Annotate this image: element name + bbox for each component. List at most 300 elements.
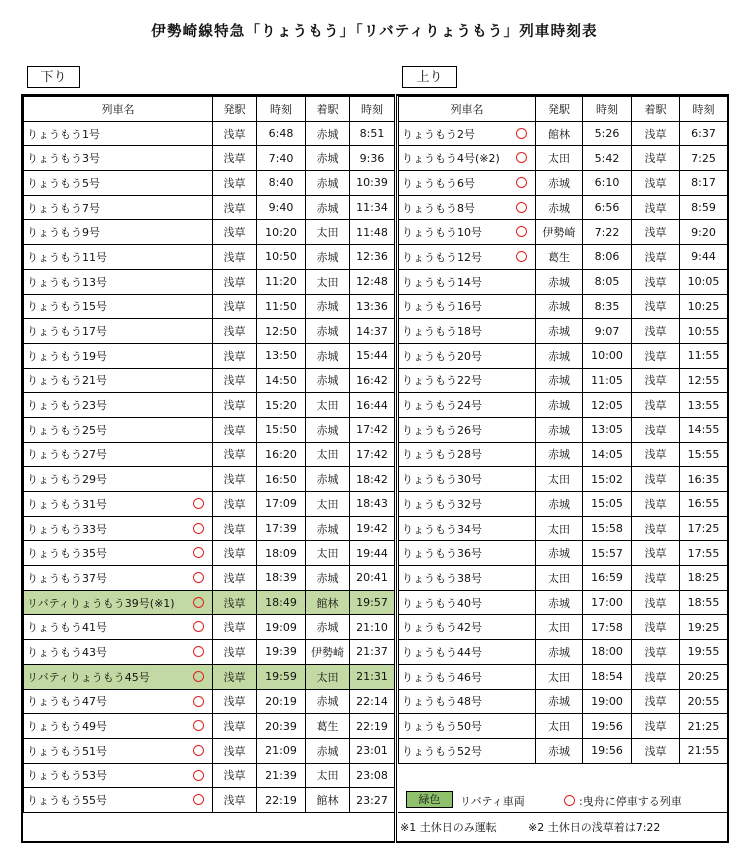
table-row <box>24 492 395 517</box>
table-row <box>399 195 728 220</box>
train-name-text: りょうもう14号 <box>402 275 482 289</box>
train-name <box>399 714 536 739</box>
departure-time: 8:06 <box>583 245 632 270</box>
arrival-time: 20:41 <box>350 566 395 591</box>
table-row <box>24 171 395 196</box>
table-row <box>399 689 728 714</box>
arrival-time: 15:44 <box>350 343 395 368</box>
train-name-text: りょうもう29号 <box>27 473 107 487</box>
arrival-station: 浅草 <box>632 714 680 739</box>
train-name <box>399 738 536 763</box>
train-name-text: りょうもう53号 <box>27 769 107 783</box>
arrival-station: 赤城 <box>306 467 350 492</box>
table-row <box>399 714 728 739</box>
arrival-time: 9:44 <box>680 245 728 270</box>
arrival-time: 17:55 <box>680 541 728 566</box>
departure-station: 浅草 <box>213 467 257 492</box>
table-row <box>399 368 728 393</box>
train-name <box>399 417 536 442</box>
train-name-text: りょうもう10号 <box>402 226 482 240</box>
train-name <box>24 738 213 763</box>
arrival-station: 赤城 <box>306 417 350 442</box>
departure-time: 8:35 <box>583 294 632 319</box>
departure-time: 10:50 <box>257 245 306 270</box>
train-name-text: りょうもう26号 <box>402 423 482 437</box>
departure-time: 22:19 <box>257 788 306 813</box>
train-name-text: りょうもう17号 <box>27 325 107 339</box>
arrival-station: 赤城 <box>306 195 350 220</box>
departure-station: 浅草 <box>213 788 257 813</box>
train-name-text: りょうもう7号 <box>27 201 100 215</box>
note-2: ※2 土休日の浅草着は7:22 <box>528 821 661 834</box>
train-name <box>399 541 536 566</box>
train-name <box>399 566 536 591</box>
col-departure-station: 発駅 <box>536 97 583 122</box>
arrival-time: 23:27 <box>350 788 395 813</box>
departure-time: 17:58 <box>583 615 632 640</box>
arrival-station: 浅草 <box>632 343 680 368</box>
departure-time: 19:00 <box>583 689 632 714</box>
arrival-time: 10:25 <box>680 294 728 319</box>
train-name-text: りょうもう15号 <box>27 300 107 314</box>
table-row <box>399 121 728 146</box>
table-row <box>24 368 395 393</box>
arrival-station: 浅草 <box>632 590 680 615</box>
table-row <box>399 541 728 566</box>
train-name <box>399 294 536 319</box>
arrival-time: 13:55 <box>680 393 728 418</box>
departure-time: 12:50 <box>257 319 306 344</box>
arrival-station: 太田 <box>306 269 350 294</box>
train-name-text: りょうもう34号 <box>402 522 482 536</box>
train-name-text: りょうもう13号 <box>27 275 107 289</box>
arrival-station: 館林 <box>306 788 350 813</box>
arrival-station: 赤城 <box>306 245 350 270</box>
train-name-text: りょうもう2号 <box>402 127 475 141</box>
arrival-station: 太田 <box>306 393 350 418</box>
table-row <box>24 516 395 541</box>
arrival-station: 浅草 <box>632 689 680 714</box>
departure-time: 6:48 <box>257 121 306 146</box>
departure-time: 15:57 <box>583 541 632 566</box>
arrival-time: 18:55 <box>680 590 728 615</box>
arrival-time: 19:57 <box>350 590 395 615</box>
train-name-text: りょうもう6号 <box>402 176 475 190</box>
departure-station: 赤城 <box>536 269 583 294</box>
arrival-time: 23:01 <box>350 738 395 763</box>
departure-time: 17:00 <box>583 590 632 615</box>
train-name <box>399 146 536 171</box>
arrival-time: 9:36 <box>350 146 395 171</box>
table-row <box>399 516 728 541</box>
table-row <box>24 541 395 566</box>
col-arrival-time: 時刻 <box>350 97 395 122</box>
train-name-text: りょうもう23号 <box>27 399 107 413</box>
departure-station: 浅草 <box>213 368 257 393</box>
departure-station: 赤城 <box>536 393 583 418</box>
departure-station: 太田 <box>536 664 583 689</box>
train-name <box>24 615 213 640</box>
train-name <box>399 442 536 467</box>
departure-station: 赤城 <box>536 689 583 714</box>
departure-time: 13:50 <box>257 343 306 368</box>
departure-time: 17:09 <box>257 492 306 517</box>
departure-station: 太田 <box>536 146 583 171</box>
arrival-time: 19:55 <box>680 640 728 665</box>
col-arrival-station: 着駅 <box>306 97 350 122</box>
departure-time: 15:58 <box>583 516 632 541</box>
departure-time: 21:39 <box>257 763 306 788</box>
arrival-time: 21:31 <box>350 664 395 689</box>
train-name-text: りょうもう42号 <box>402 621 482 635</box>
hikifune-stop-circle-icon <box>516 177 527 188</box>
table-row <box>399 738 728 763</box>
arrival-station: 太田 <box>306 763 350 788</box>
table-row <box>24 269 395 294</box>
train-name-text: りょうもう4号(※2) <box>402 152 500 166</box>
table-row <box>24 689 395 714</box>
departure-station: 浅草 <box>213 566 257 591</box>
departure-time: 11:50 <box>257 294 306 319</box>
arrival-time: 11:34 <box>350 195 395 220</box>
train-name-text: りょうもう19号 <box>27 349 107 363</box>
note-1: ※1 土休日のみ運転 <box>400 821 497 834</box>
train-name-text: りょうもう9号 <box>27 226 100 240</box>
table-row <box>24 664 395 689</box>
departure-time: 8:05 <box>583 269 632 294</box>
arrival-time: 15:55 <box>680 442 728 467</box>
arrival-time: 12:36 <box>350 245 395 270</box>
train-name-text: りょうもう52号 <box>402 744 482 758</box>
table-row <box>24 294 395 319</box>
train-name <box>399 590 536 615</box>
train-name-text: りょうもう5号 <box>27 176 100 190</box>
liberty-legend-text: リバティ車両 <box>460 795 525 808</box>
train-name <box>24 294 213 319</box>
arrival-station: 浅草 <box>632 467 680 492</box>
table-row <box>24 393 395 418</box>
table-row <box>399 566 728 591</box>
arrival-station: 浅草 <box>632 664 680 689</box>
train-name <box>24 171 213 196</box>
departure-station: 浅草 <box>213 541 257 566</box>
departure-time: 18:09 <box>257 541 306 566</box>
table-row <box>399 615 728 640</box>
departure-time: 6:56 <box>583 195 632 220</box>
arrival-station: 太田 <box>306 442 350 467</box>
train-name <box>399 171 536 196</box>
train-name <box>24 664 213 689</box>
liberty-color-swatch: 緑色 <box>406 791 453 808</box>
arrival-time: 16:42 <box>350 368 395 393</box>
train-name-text: りょうもう22号 <box>402 374 482 388</box>
arrival-station: 浅草 <box>632 368 680 393</box>
train-name-text: りょうもう33号 <box>27 522 107 536</box>
departure-station: 浅草 <box>213 689 257 714</box>
arrival-station: 浅草 <box>632 738 680 763</box>
arrival-station: 赤城 <box>306 146 350 171</box>
departure-time: 15:02 <box>583 467 632 492</box>
departure-station: 浅草 <box>213 615 257 640</box>
table-row <box>24 738 395 763</box>
train-name <box>24 269 213 294</box>
train-name <box>399 516 536 541</box>
arrival-station: 葛生 <box>306 714 350 739</box>
table-row <box>24 566 395 591</box>
hikifune-stop-circle-icon <box>193 770 204 781</box>
hikifune-stop-circle-icon <box>516 128 527 139</box>
train-name <box>24 590 213 615</box>
departure-station: 浅草 <box>213 763 257 788</box>
arrival-time: 10:39 <box>350 171 395 196</box>
arrival-time: 10:05 <box>680 269 728 294</box>
table-row <box>399 492 728 517</box>
arrival-station: 浅草 <box>632 492 680 517</box>
departure-station: 館林 <box>536 121 583 146</box>
arrival-station: 浅草 <box>632 294 680 319</box>
notes-row <box>398 813 727 838</box>
arrival-station: 赤城 <box>306 738 350 763</box>
table-row <box>399 417 728 442</box>
arrival-time: 18:25 <box>680 566 728 591</box>
departure-station: 浅草 <box>213 245 257 270</box>
departure-time: 16:50 <box>257 467 306 492</box>
hikifune-stop-circle-icon <box>193 720 204 731</box>
train-name <box>24 492 213 517</box>
train-name-text: りょうもう11号 <box>27 250 107 264</box>
train-name <box>24 788 213 813</box>
departure-station: 赤城 <box>536 343 583 368</box>
departure-station: 浅草 <box>213 269 257 294</box>
arrival-station: 赤城 <box>306 343 350 368</box>
departure-time: 19:59 <box>257 664 306 689</box>
hikifune-stop-circle-icon <box>193 597 204 608</box>
departure-time: 21:09 <box>257 738 306 763</box>
departure-station: 浅草 <box>213 294 257 319</box>
train-name <box>399 640 536 665</box>
departure-time: 5:42 <box>583 146 632 171</box>
arrival-time: 19:42 <box>350 516 395 541</box>
departure-time: 20:39 <box>257 714 306 739</box>
hikifune-stop-circle-icon <box>516 251 527 262</box>
hikifune-stop-circle-icon <box>193 547 204 558</box>
arrival-time: 18:42 <box>350 467 395 492</box>
departure-time: 18:00 <box>583 640 632 665</box>
train-name <box>24 368 213 393</box>
arrival-time: 19:44 <box>350 541 395 566</box>
table-row <box>24 121 395 146</box>
table-row <box>24 220 395 245</box>
departure-station: 浅草 <box>213 714 257 739</box>
train-name-text: りょうもう1号 <box>27 127 100 141</box>
arrival-station: 赤城 <box>306 171 350 196</box>
table-row <box>24 714 395 739</box>
departure-station: 赤城 <box>536 492 583 517</box>
train-name-text: りょうもう18号 <box>402 325 482 339</box>
arrival-station: 浅草 <box>632 640 680 665</box>
departure-station: 赤城 <box>536 590 583 615</box>
departure-time: 18:49 <box>257 590 306 615</box>
arrival-station: 赤城 <box>306 516 350 541</box>
train-name-text: りょうもう49号 <box>27 720 107 734</box>
train-name-text: りょうもう51号 <box>27 744 107 758</box>
hikifune-stop-circle-icon <box>193 523 204 534</box>
train-name-text: リバティりょうもう45号 <box>27 670 150 684</box>
train-name-text: りょうもう40号 <box>402 596 482 610</box>
train-name <box>24 220 213 245</box>
arrival-station: 赤城 <box>306 689 350 714</box>
train-name <box>24 146 213 171</box>
train-name-text: りょうもう8号 <box>402 201 475 215</box>
departure-time: 10:00 <box>583 343 632 368</box>
train-name-text: りょうもう16号 <box>402 300 482 314</box>
arrival-station: 浅草 <box>632 195 680 220</box>
table-row <box>24 590 395 615</box>
departure-time: 12:05 <box>583 393 632 418</box>
col-departure-time: 時刻 <box>583 97 632 122</box>
departure-station: 浅草 <box>213 319 257 344</box>
arrival-station: 赤城 <box>306 319 350 344</box>
departure-time: 7:40 <box>257 146 306 171</box>
train-name-text: りょうもう21号 <box>27 374 107 388</box>
page-title: 伊勢崎線特急「りょうもう」「リバティりょうもう」列車時刻表 <box>151 24 598 40</box>
table-row <box>24 245 395 270</box>
train-name-text: りょうもう46号 <box>402 670 482 684</box>
table-row <box>399 640 728 665</box>
arrival-time: 23:08 <box>350 763 395 788</box>
departure-station: 浅草 <box>213 442 257 467</box>
train-name-text: りょうもう20号 <box>402 349 482 363</box>
train-name <box>24 516 213 541</box>
departure-time: 19:09 <box>257 615 306 640</box>
departure-station: 浅草 <box>213 640 257 665</box>
col-departure-time: 時刻 <box>257 97 306 122</box>
arrival-time: 8:51 <box>350 121 395 146</box>
departure-station: 浅草 <box>213 220 257 245</box>
train-name <box>399 393 536 418</box>
arrival-time: 16:44 <box>350 393 395 418</box>
arrival-time: 6:37 <box>680 121 728 146</box>
col-arrival-station: 着駅 <box>632 97 680 122</box>
hikifune-stop-circle-icon <box>193 794 204 805</box>
departure-time: 16:20 <box>257 442 306 467</box>
table-row <box>24 763 395 788</box>
train-name <box>24 467 213 492</box>
arrival-station: 浅草 <box>632 541 680 566</box>
train-name <box>24 417 213 442</box>
departure-time: 18:54 <box>583 664 632 689</box>
table-row <box>24 195 395 220</box>
arrival-time: 11:48 <box>350 220 395 245</box>
table-row <box>399 171 728 196</box>
train-name-text: りょうもう30号 <box>402 473 482 487</box>
departure-time: 20:19 <box>257 689 306 714</box>
train-name-text: りょうもう24号 <box>402 399 482 413</box>
table-row <box>399 590 728 615</box>
table-row <box>399 393 728 418</box>
table-row <box>24 343 395 368</box>
arrival-station: 浅草 <box>632 417 680 442</box>
train-name-text: りょうもう43号 <box>27 645 107 659</box>
train-name <box>24 393 213 418</box>
table-row <box>399 343 728 368</box>
train-name <box>24 319 213 344</box>
table-row <box>24 467 395 492</box>
train-name <box>24 245 213 270</box>
table-row <box>24 146 395 171</box>
departure-station: 赤城 <box>536 442 583 467</box>
departure-time: 17:39 <box>257 516 306 541</box>
train-name-text: りょうもう12号 <box>402 250 482 264</box>
departure-time: 13:05 <box>583 417 632 442</box>
train-name-text: りょうもう55号 <box>27 794 107 808</box>
arrival-time: 18:43 <box>350 492 395 517</box>
train-name <box>399 245 536 270</box>
train-name <box>24 343 213 368</box>
train-name-text: りょうもう31号 <box>27 497 107 511</box>
arrival-time: 14:37 <box>350 319 395 344</box>
departure-station: 赤城 <box>536 319 583 344</box>
hikifune-stop-circle-icon <box>193 745 204 756</box>
hikifune-stop-circle-icon <box>516 226 527 237</box>
departure-time: 14:05 <box>583 442 632 467</box>
departure-time: 11:05 <box>583 368 632 393</box>
hikifune-stop-circle-icon <box>193 646 204 657</box>
hikifune-stop-circle-icon <box>193 621 204 632</box>
departure-time: 10:20 <box>257 220 306 245</box>
up-direction-label: 上り <box>402 66 457 88</box>
table-row <box>24 319 395 344</box>
arrival-time: 14:55 <box>680 417 728 442</box>
table-divider <box>394 94 397 843</box>
departure-station: 太田 <box>536 714 583 739</box>
train-name <box>24 442 213 467</box>
train-name <box>399 492 536 517</box>
train-name <box>24 640 213 665</box>
train-name-text: りょうもう44号 <box>402 645 482 659</box>
table-row <box>399 319 728 344</box>
train-name-text: りょうもう35号 <box>27 547 107 561</box>
departure-station: 浅草 <box>213 171 257 196</box>
departure-time: 15:20 <box>257 393 306 418</box>
departure-time: 19:56 <box>583 714 632 739</box>
down-timetable <box>23 96 395 813</box>
table-row <box>399 442 728 467</box>
departure-time: 18:39 <box>257 566 306 591</box>
hikifune-stop-circle-icon <box>516 152 527 163</box>
arrival-station: 浅草 <box>632 442 680 467</box>
table-row <box>399 146 728 171</box>
arrival-time: 10:55 <box>680 319 728 344</box>
arrival-station: 太田 <box>306 492 350 517</box>
departure-station: 太田 <box>536 467 583 492</box>
arrival-time: 21:10 <box>350 615 395 640</box>
train-name-text: りょうもう25号 <box>27 423 107 437</box>
arrival-station: 浅草 <box>632 245 680 270</box>
departure-station: 赤城 <box>536 541 583 566</box>
arrival-station: 伊勢崎 <box>306 640 350 665</box>
train-name <box>399 195 536 220</box>
arrival-time: 20:25 <box>680 664 728 689</box>
train-name <box>24 689 213 714</box>
arrival-time: 20:55 <box>680 689 728 714</box>
col-departure-station: 発駅 <box>213 97 257 122</box>
hikifune-stop-circle-icon <box>193 498 204 509</box>
arrival-station: 赤城 <box>306 615 350 640</box>
arrival-time: 19:25 <box>680 615 728 640</box>
departure-station: 赤城 <box>536 171 583 196</box>
train-name-text: リバティりょうもう39号(※1) <box>27 596 175 610</box>
